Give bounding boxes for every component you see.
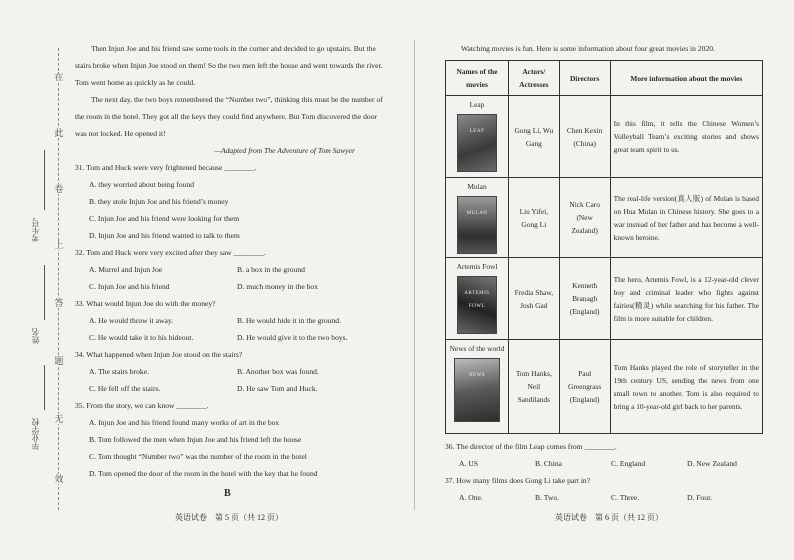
movie-title-cell bbox=[446, 96, 509, 178]
question-32 bbox=[75, 244, 385, 295]
margin-char: 上 bbox=[54, 240, 64, 250]
movie-poster bbox=[454, 358, 500, 422]
question-35 bbox=[75, 397, 385, 482]
movie-poster bbox=[457, 276, 497, 334]
option: B. Two. bbox=[535, 493, 560, 502]
actors-cell: Tom Hanks, Neil Sandilands bbox=[509, 340, 560, 434]
option: C. He fell off the stairs. bbox=[89, 384, 161, 393]
actors-cell: Liu Yifei, Gong Li bbox=[509, 178, 560, 258]
margin-char: 无 bbox=[54, 414, 64, 424]
option: D. He saw Tom and Huck. bbox=[237, 384, 318, 393]
field-line bbox=[44, 150, 45, 210]
page-5-column bbox=[75, 40, 385, 482]
info-cell: The real-life version(真人版) of Mulan is based on Hua Mulan in Chinese history. She goes to a war instead of her father and has become a well-known heroine. bbox=[610, 178, 762, 258]
table-header: Actors/ Actresses bbox=[509, 61, 560, 96]
question-stem: 35. From the story, we can know ________. bbox=[75, 401, 209, 410]
question-stem: 36. The director of the film Leap comes from ________. bbox=[445, 442, 617, 451]
question-stem: 34. What happened when Injun Joe stood on the stairs? bbox=[75, 350, 243, 359]
option: A. He would throw it away. bbox=[89, 316, 174, 325]
table-header: Directors bbox=[559, 61, 610, 96]
table-header: Names of the movies bbox=[446, 61, 509, 96]
margin-char: 效 bbox=[54, 474, 64, 484]
option: A. Murrel and Injun Joe bbox=[89, 265, 163, 274]
option: B. He would hide it in the ground. bbox=[237, 316, 341, 325]
director-cell: Chen Kexin (China) bbox=[559, 96, 610, 178]
question-stem: 31. Tom and Huck were very frightened because ________. bbox=[75, 163, 257, 172]
page-divider bbox=[414, 40, 415, 510]
info-cell: In this film, it tells the Chinese Women’s Volleyball Team’s exciting stories and shows great team spirit to us. bbox=[610, 96, 762, 178]
movie-poster bbox=[457, 114, 497, 172]
option: C. Three. bbox=[611, 493, 640, 502]
margin-char: 题 bbox=[54, 356, 64, 366]
binding-margin bbox=[0, 0, 75, 560]
option: B. China bbox=[535, 459, 563, 468]
table-row bbox=[446, 178, 763, 258]
movie-poster bbox=[457, 196, 497, 254]
question-34 bbox=[75, 346, 385, 397]
table-row bbox=[446, 340, 763, 434]
story-paragraph: Then Injun Joe and his friend saw some tools in the corner and decided to go upstairs. But the stairs broke when Injun Joe stood on them! So the two men left the house and went towards the river. Tom went home as quickly as he could. bbox=[75, 44, 383, 87]
option: D. He would give it to the two boys. bbox=[237, 333, 348, 342]
option: B. they stole Injun Joe and his friend’s money bbox=[89, 197, 229, 206]
movie-title-cell bbox=[446, 178, 509, 258]
field-line bbox=[44, 265, 45, 320]
question-stem: 37. How many films does Gong Li take part in? bbox=[445, 476, 591, 485]
info-cell: The hero, Artemis Fowl, is a 12-year-old clever boy and criminal leader who fights against fairies(精灵) while searching for his father. The film is more suitable for children. bbox=[610, 258, 762, 340]
margin-char: 在 bbox=[54, 72, 64, 82]
option: B. a box in the ground bbox=[237, 265, 305, 274]
option: D. Four. bbox=[687, 493, 713, 502]
option: C. Injun Joe and his friend bbox=[89, 282, 170, 291]
page-footer: 英语试卷 第 5 页（共 12 页） bbox=[175, 513, 283, 522]
margin-char: 答 bbox=[54, 298, 64, 308]
table-row bbox=[446, 258, 763, 340]
movie-title-cell bbox=[446, 258, 509, 340]
movie-title: Leap bbox=[469, 100, 485, 109]
option: D. much money in the box bbox=[237, 282, 318, 291]
question-stem: 33. What would Injun Joe do with the money? bbox=[75, 299, 216, 308]
option: A. The stairs broke. bbox=[89, 367, 149, 376]
option: D. New Zealand bbox=[687, 459, 737, 468]
field-name: 姓名 bbox=[31, 328, 40, 344]
option: D. Injun Joe and his friend wanted to talk to them bbox=[89, 231, 240, 240]
page-6-column bbox=[445, 40, 763, 506]
option: A. they worried about being found bbox=[89, 180, 195, 189]
source-citation: —Adapted from The Adventure of Tom Sawyer bbox=[214, 146, 355, 155]
question-37 bbox=[445, 472, 763, 506]
option: C. England bbox=[611, 459, 646, 468]
margin-char: 卷 bbox=[54, 184, 64, 194]
section-mark: B bbox=[224, 488, 231, 499]
question-31 bbox=[75, 159, 385, 244]
actors-cell: Gong Li, Wu Gang bbox=[509, 96, 560, 178]
field-school: 毕业学校 bbox=[31, 418, 40, 450]
story-paragraph: The next day, the two boys remembered the “Number two”, thinking this must be the number of the room in the hotel. They got all the keys they could find anywhere. But Tom discovered the door was not locked. He opened it! bbox=[75, 95, 383, 138]
movie-title-cell bbox=[446, 340, 509, 434]
question-33 bbox=[75, 295, 385, 346]
option: A. US bbox=[459, 459, 478, 468]
table-row bbox=[446, 96, 763, 178]
page-footer: 英语试卷 第 6 页（共 12 页） bbox=[555, 513, 663, 522]
movie-title: News of the world bbox=[449, 344, 505, 353]
option: C. Tom thought “Number two” was the number of the room in the hotel bbox=[89, 452, 307, 461]
option: A. One. bbox=[459, 493, 483, 502]
director-cell: Paul Greengrass (England) bbox=[559, 340, 610, 434]
question-stem: 32. Tom and Huck were very excited after they saw ________. bbox=[75, 248, 266, 257]
option: C. Injun Joe and his friend were looking for them bbox=[89, 214, 240, 223]
table-header: More information about the movies bbox=[610, 61, 762, 96]
question-36 bbox=[445, 438, 763, 472]
poster-title: LEAP bbox=[469, 129, 485, 134]
poster-title: MULAN bbox=[466, 211, 488, 216]
director-cell: Nick Caro (New Zealand) bbox=[559, 178, 610, 258]
poster-title: ARTEMIS FOWL bbox=[464, 291, 490, 309]
section-intro: Watching movies is fun. Here is some information about four great movies in 2020. bbox=[461, 44, 715, 53]
option: D. Tom opened the door of the room in the hotel with the key that he found bbox=[89, 469, 318, 478]
option: B. Tom followed the men when Injun Joe and his friend left the house bbox=[89, 435, 302, 444]
option: C. He would take it to his hideout. bbox=[89, 333, 194, 342]
info-cell: Tom Hanks played the role of storyteller in the 19th century US, sending the news from one small town to another. Tom is also required to bring a 10-year-old girl back to her parents. bbox=[610, 340, 762, 434]
poster-title: NEWS bbox=[468, 373, 486, 378]
field-line bbox=[44, 365, 45, 410]
margin-char: 此 bbox=[54, 128, 64, 138]
option: A. Injun Joe and his friend found many works of art in the box bbox=[89, 418, 280, 427]
movies-table bbox=[445, 60, 763, 434]
movie-title: Mulan bbox=[467, 182, 487, 191]
actors-cell: Fredia Shaw, Josh Gad bbox=[509, 258, 560, 340]
binding-line bbox=[58, 48, 59, 510]
field-candidate-number: 考生号 bbox=[31, 218, 40, 242]
movie-title: Artemis Fowl bbox=[456, 262, 498, 271]
director-cell: Kenneth Branagh (England) bbox=[559, 258, 610, 340]
option: B. Another box was found. bbox=[237, 367, 319, 376]
